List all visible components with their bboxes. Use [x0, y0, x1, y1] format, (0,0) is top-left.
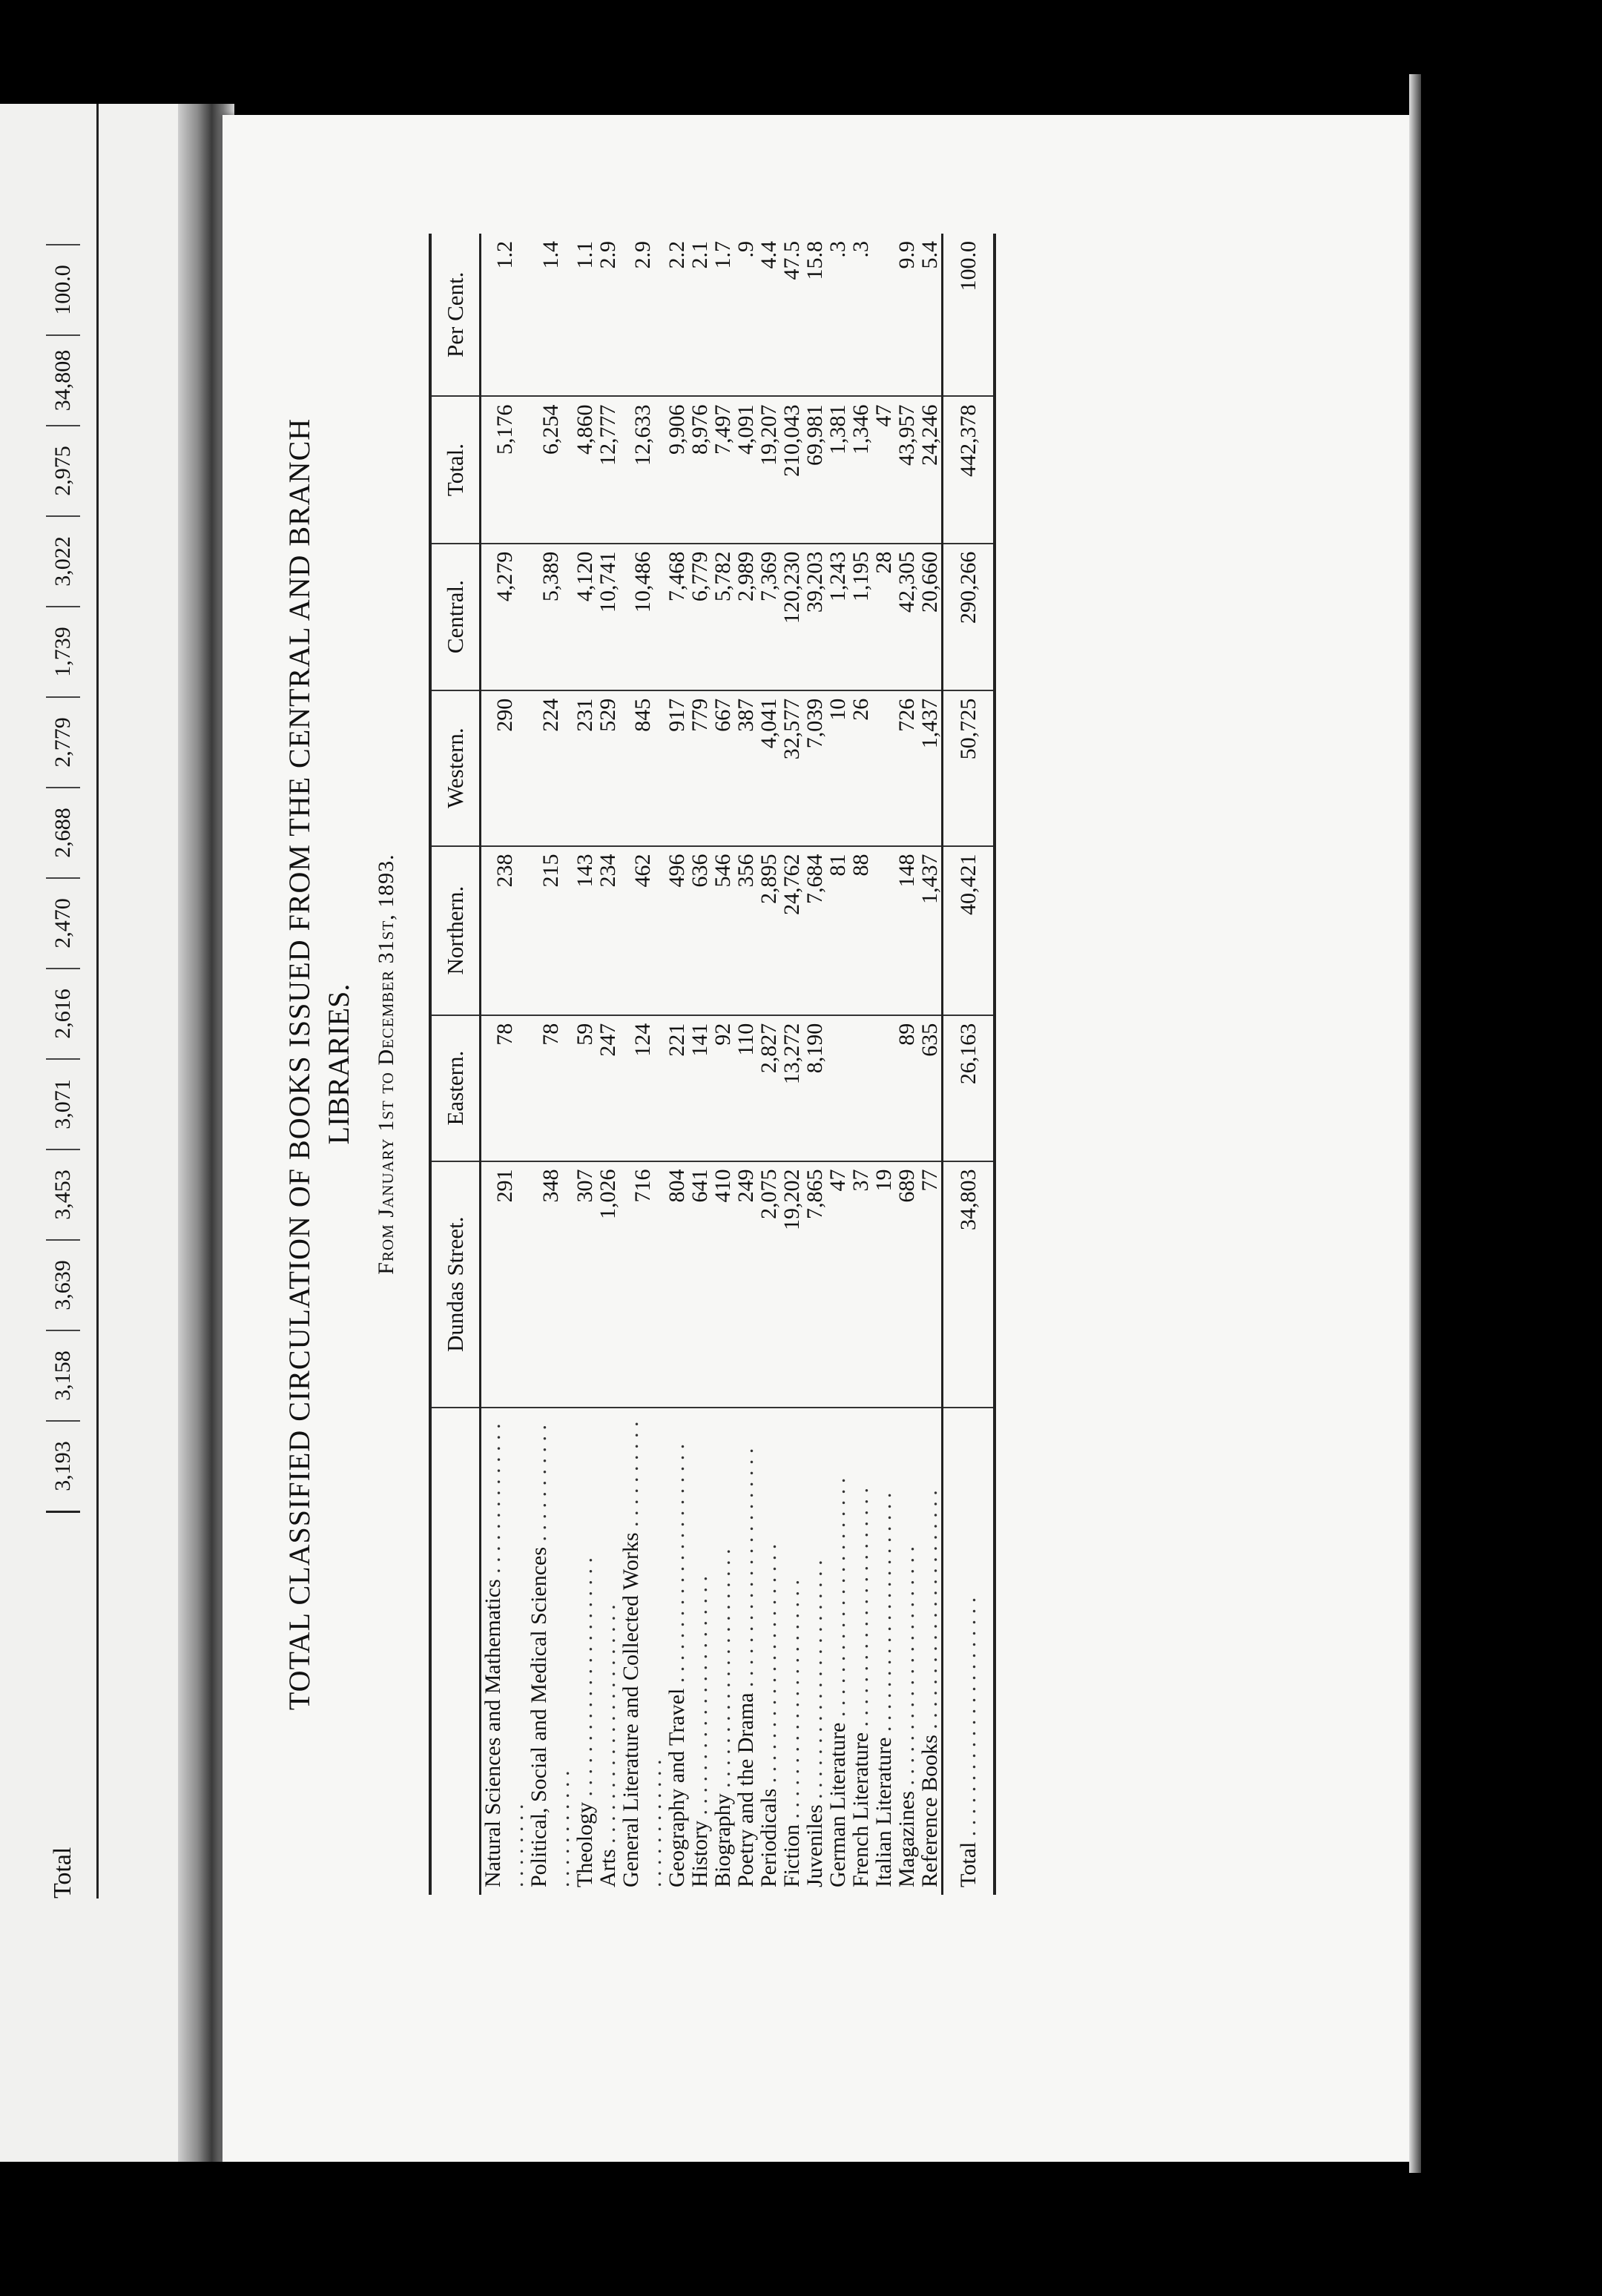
table-cell: 8,976 [688, 397, 711, 544]
table-cell: 9.9 [895, 234, 918, 397]
table-row [734, 234, 757, 1895]
table-cell: 24,246 [918, 397, 943, 544]
table-cell: 10 [826, 690, 849, 846]
table-cell: 10,741 [596, 544, 619, 690]
table-cell: 10,486 [619, 544, 665, 690]
row-category: German Literature . . . [826, 1408, 849, 1895]
table-cell: 7,497 [711, 397, 734, 544]
table-cell: 546 [711, 846, 734, 1015]
table-row [849, 234, 872, 1895]
table-row [688, 234, 711, 1895]
row-category: Periodicals . . . [757, 1408, 780, 1895]
table-cell: 6,254 [527, 397, 573, 544]
table-cell: 462 [619, 846, 665, 1015]
row-category: Arts . . . [596, 1408, 619, 1895]
table-cell: 1,243 [826, 544, 849, 690]
row-category: Fiction . . . [780, 1408, 803, 1895]
table-row [918, 234, 943, 1895]
table-cell: 804 [665, 1161, 688, 1408]
table-cell: 124 [619, 1015, 665, 1161]
table-cell: 78 [527, 1015, 573, 1161]
previous-total-cell: 2,688 [46, 787, 80, 877]
table-cell: 47 [826, 1161, 849, 1408]
table-cell: 636 [688, 846, 711, 1015]
row-category: French Literature . . . [849, 1408, 872, 1895]
table-cell: 47.5 [780, 234, 803, 397]
previous-total-cell: 2,470 [46, 877, 80, 968]
table-cell: 917 [665, 690, 688, 846]
table-cell: 19 [872, 1161, 895, 1408]
table-cell: 845 [619, 690, 665, 846]
row-category: History . . . [688, 1408, 711, 1895]
previous-total-cell: 100.0 [46, 244, 80, 334]
column-header: Northern. [430, 846, 481, 1015]
table-cell: 19,202 [780, 1161, 803, 1408]
column-header [430, 1408, 481, 1895]
table-cell [872, 234, 895, 397]
table-row [757, 234, 780, 1895]
table-cell: 716 [619, 1161, 665, 1408]
table-cell: 148 [895, 846, 918, 1015]
table-cell: 2.2 [665, 234, 688, 397]
table-cell: 247 [596, 1015, 619, 1161]
row-category: Political, Social and Medical Sciences . . . [527, 1408, 573, 1895]
previous-total-cell: 34,808 [46, 334, 80, 425]
table-cell [872, 1015, 895, 1161]
table-cell: 8,190 [803, 1015, 826, 1161]
total-cell: 26,163 [943, 1015, 995, 1161]
table-cell: 726 [895, 690, 918, 846]
previous-total-cell: 3,158 [46, 1330, 80, 1420]
table-cell: 1.7 [711, 234, 734, 397]
table-cell: 2,075 [757, 1161, 780, 1408]
previous-total-cells [46, 244, 80, 1513]
table-cell: 81 [826, 846, 849, 1015]
total-label: Total . . . [943, 1408, 995, 1895]
table-cell [872, 846, 895, 1015]
row-category: Magazines . . . [895, 1408, 918, 1895]
table-cell: 89 [895, 1015, 918, 1161]
table-cell: 290 [481, 690, 528, 846]
table-cell: 32,577 [780, 690, 803, 846]
table-cell: 24,762 [780, 846, 803, 1015]
table-cell: 4,041 [757, 690, 780, 846]
table-cell: 120,230 [780, 544, 803, 690]
table-cell: 635 [918, 1015, 943, 1161]
table-cell: 1,437 [918, 846, 943, 1015]
table-cell: 15.8 [803, 234, 826, 397]
previous-total-cell: 1,739 [46, 606, 80, 696]
table-cell: 7,039 [803, 690, 826, 846]
table-cell: 7,684 [803, 846, 826, 1015]
table-cell: 215 [527, 846, 573, 1015]
table-cell: 78 [481, 1015, 528, 1161]
previous-total-cell: 3,193 [46, 1420, 80, 1511]
table-cell [826, 1015, 849, 1161]
table-cell: 141 [688, 1015, 711, 1161]
table-cell: 231 [573, 690, 596, 846]
table-cell: 224 [527, 690, 573, 846]
table-cell: 13,272 [780, 1015, 803, 1161]
table-cell: .9 [734, 234, 757, 397]
table-row [481, 234, 528, 1895]
previous-total-row [30, 104, 99, 1899]
table-cell [872, 690, 895, 846]
table-cell: 529 [596, 690, 619, 846]
table-cell: 1.1 [573, 234, 596, 397]
table-cell: 4,860 [573, 397, 596, 544]
table-cell: 143 [573, 846, 596, 1015]
table-cell: 20,660 [918, 544, 943, 690]
table-cell: 1,346 [849, 397, 872, 544]
previous-total-label: Total [49, 1847, 76, 1899]
table-cell: 69,981 [803, 397, 826, 544]
table-cell: 5,782 [711, 544, 734, 690]
table-cell: 496 [665, 846, 688, 1015]
row-category: Italian Literature . . . [872, 1408, 895, 1895]
table-cell: 2,989 [734, 544, 757, 690]
table-cell: 234 [596, 846, 619, 1015]
table-cell: 88 [849, 846, 872, 1015]
table-cell: 2.9 [596, 234, 619, 397]
table-cell: 39,203 [803, 544, 826, 690]
table-cell: 7,369 [757, 544, 780, 690]
table-row [711, 234, 734, 1895]
table-cell: 779 [688, 690, 711, 846]
previous-total-cell: 3,071 [46, 1058, 80, 1149]
table-cell [849, 1015, 872, 1161]
column-header: Per Cent. [430, 234, 481, 397]
previous-total-cell: 2,779 [46, 696, 80, 787]
column-header: Total. [430, 397, 481, 544]
page-edge [1409, 74, 1421, 2173]
column-header: Eastern. [430, 1015, 481, 1161]
total-cell: 34,803 [943, 1161, 995, 1408]
table-cell: 221 [665, 1015, 688, 1161]
table-cell: .3 [826, 234, 849, 397]
table-cell: 356 [734, 846, 757, 1015]
table-cell: 4.4 [757, 234, 780, 397]
table-cell: 307 [573, 1161, 596, 1408]
table-cell: 238 [481, 846, 528, 1015]
table-body [481, 234, 943, 1895]
table-cell: 5,176 [481, 397, 528, 544]
previous-table-fragment [30, 104, 200, 1899]
table-row [803, 234, 826, 1895]
table-cell: 6,779 [688, 544, 711, 690]
table-row [619, 234, 665, 1895]
table-cell: 7,468 [665, 544, 688, 690]
row-category: Poetry and the Drama . . . [734, 1408, 757, 1895]
row-category: Juveniles . . . [803, 1408, 826, 1895]
table-cell: 667 [711, 690, 734, 846]
table-row [573, 234, 596, 1895]
table-cell: 77 [918, 1161, 943, 1408]
table-row [665, 234, 688, 1895]
table-cell: 4,120 [573, 544, 596, 690]
table-cell: 28 [872, 544, 895, 690]
table-cell: 641 [688, 1161, 711, 1408]
table-cell: 5,389 [527, 544, 573, 690]
table-cell: 1,437 [918, 690, 943, 846]
table-cell: 47 [872, 397, 895, 544]
table-row [596, 234, 619, 1895]
row-category: Natural Sciences and Mathematics . . . [481, 1408, 528, 1895]
table-row [826, 234, 849, 1895]
table-cell: 92 [711, 1015, 734, 1161]
table-cell: 59 [573, 1015, 596, 1161]
table-cell: 2.1 [688, 234, 711, 397]
table-cell: 12,777 [596, 397, 619, 544]
table-cell: 387 [734, 690, 757, 846]
table-cell: 1,195 [849, 544, 872, 690]
page-title: TOTAL CLASSIFIED CIRCULATION OF BOOKS ISSUED FROM THE CENTRAL AND BRANCH [283, 418, 316, 1711]
table-cell: 43,957 [895, 397, 918, 544]
table-row [780, 234, 803, 1895]
table-cell: 110 [734, 1015, 757, 1161]
previous-total-cell: 2,616 [46, 968, 80, 1058]
table-cell: 5.4 [918, 234, 943, 397]
table-cell: 37 [849, 1161, 872, 1408]
row-category: Biography . . . [711, 1408, 734, 1895]
previous-total-cell: 3,453 [46, 1149, 80, 1239]
total-cell: 442,378 [943, 397, 995, 544]
row-category: Reference Books . . . [918, 1408, 943, 1895]
total-cell: 50,725 [943, 690, 995, 846]
table-header-row [430, 234, 481, 1895]
column-header: Dundas Street. [430, 1161, 481, 1408]
total-cell: 40,421 [943, 846, 995, 1015]
previous-total-cell: 3,639 [46, 1239, 80, 1330]
table-cell: 9,906 [665, 397, 688, 544]
table-cell: 249 [734, 1161, 757, 1408]
table-cell: .3 [849, 234, 872, 397]
row-category: Theology . . . [573, 1408, 596, 1895]
table-cell: 291 [481, 1161, 528, 1408]
date-range: From January 1st to December 31st, 1893. [374, 854, 398, 1275]
table-row [872, 234, 895, 1895]
table-cell: 7,865 [803, 1161, 826, 1408]
table-cell: 2,827 [757, 1015, 780, 1161]
table-cell: 410 [711, 1161, 734, 1408]
page-subtitle: LIBRARIES. [322, 983, 355, 1145]
table-cell: 210,043 [780, 397, 803, 544]
table-cell: 26 [849, 690, 872, 846]
table-total-row [943, 234, 995, 1895]
table-cell: 19,207 [757, 397, 780, 544]
table-cell: 1,381 [826, 397, 849, 544]
column-header: Central. [430, 544, 481, 690]
table-cell: 1,026 [596, 1161, 619, 1408]
table-cell: 4,091 [734, 397, 757, 544]
circulation-section [267, 148, 1380, 1980]
table-cell: 2.9 [619, 234, 665, 397]
circulation-table [429, 234, 996, 1895]
row-category: Geography and Travel . . . [665, 1408, 688, 1895]
table-cell: 4,279 [481, 544, 528, 690]
table-cell: 1.4 [527, 234, 573, 397]
previous-total-cell: 3,022 [46, 515, 80, 606]
table-row [527, 234, 573, 1895]
row-category: General Literature and Collected Works . . . [619, 1408, 665, 1895]
table-cell: 2,895 [757, 846, 780, 1015]
table-cell: 42,305 [895, 544, 918, 690]
previous-total-cell: 2,975 [46, 425, 80, 515]
total-cell: 100.0 [943, 234, 995, 397]
table-cell: 348 [527, 1161, 573, 1408]
column-header: Western. [430, 690, 481, 846]
total-cell: 290,266 [943, 544, 995, 690]
table-cell: 12,633 [619, 397, 665, 544]
table-cell: 689 [895, 1161, 918, 1408]
table-cell: 1.2 [481, 234, 528, 397]
table-row [895, 234, 918, 1895]
